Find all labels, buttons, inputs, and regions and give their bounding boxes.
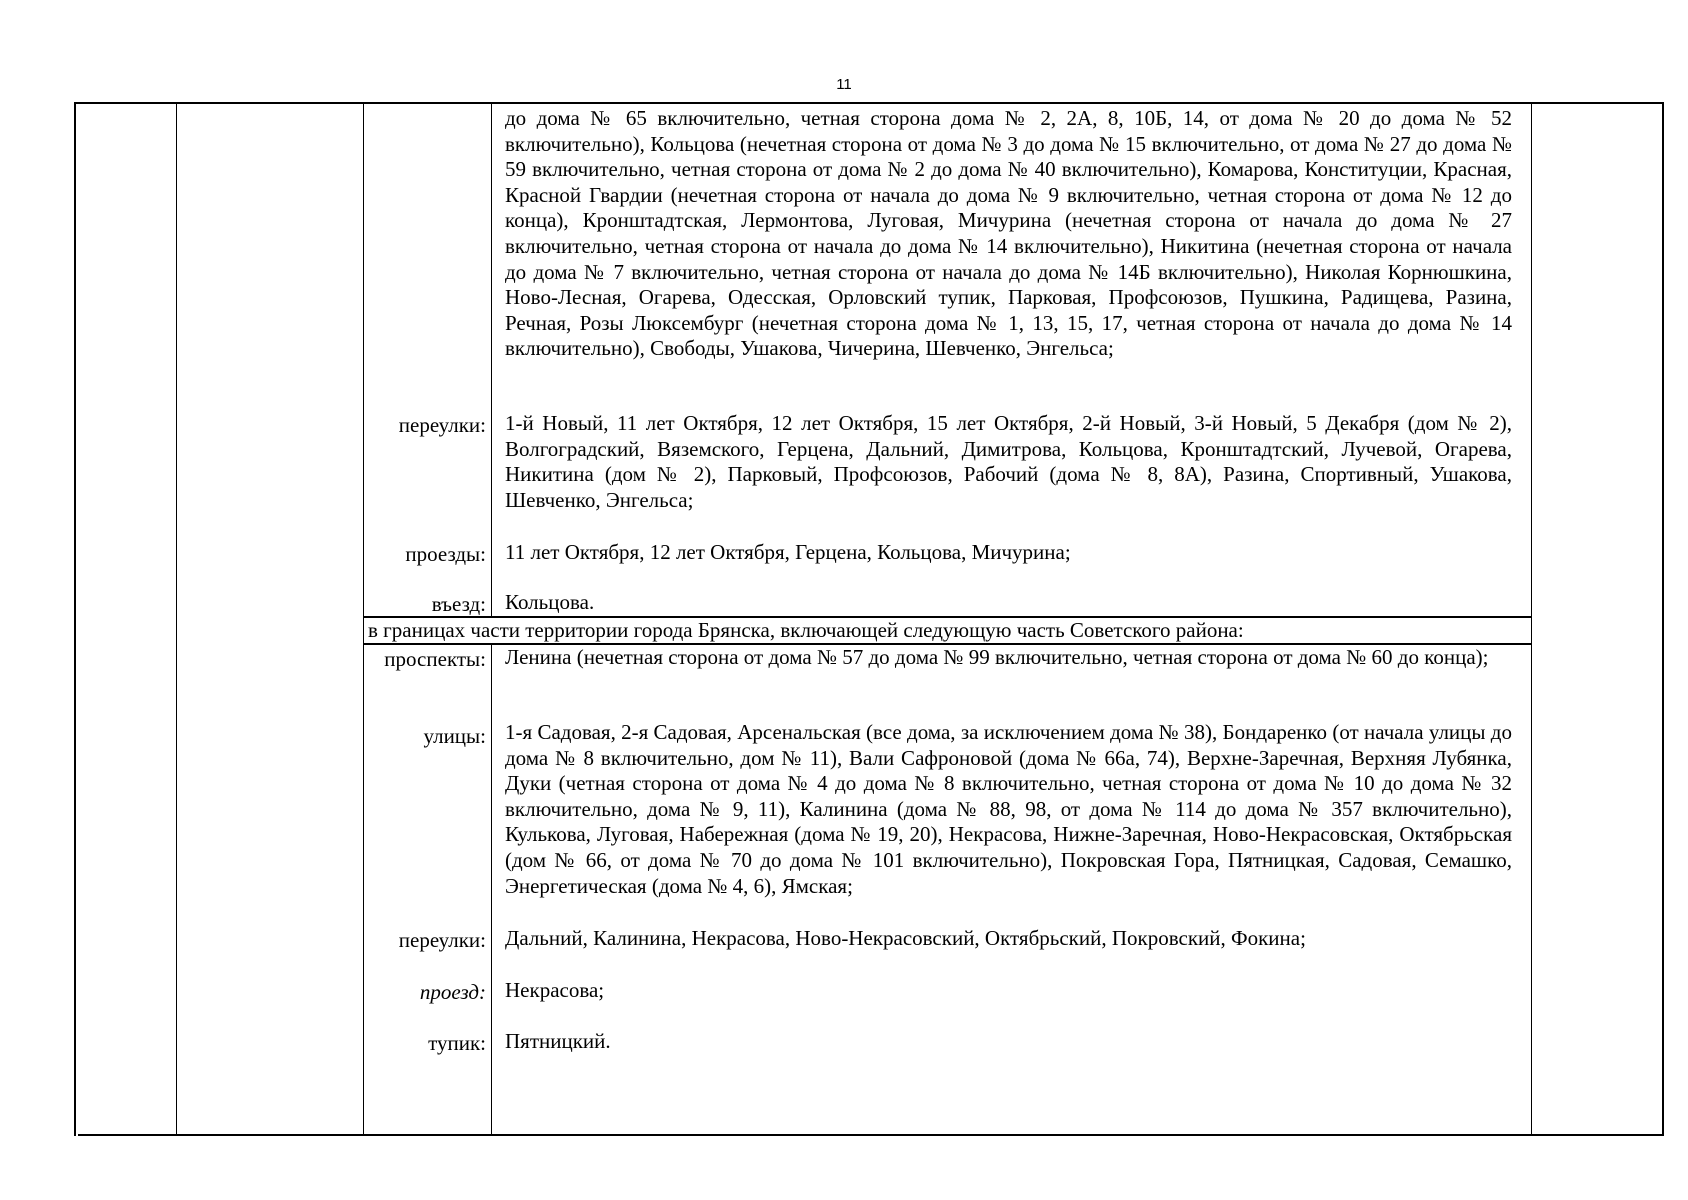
deadend-label: тупик: (428, 1031, 486, 1055)
column-divider-3 (491, 102, 492, 616)
column-divider-4 (1531, 102, 1532, 1136)
streets-label: улицы: (423, 724, 486, 748)
passage-label: проезд: (419, 980, 486, 1004)
deadend-text: Пятницкий. (505, 1029, 611, 1053)
section-heading: в границах части территории города Брянска, включающей следующую часть Советского района: (368, 618, 1244, 642)
streets-continued-text: до дома № 65 включительно, четная сторона дома № 2, 2А, 8, 10Б, 14, от дома № 20 до дома № 52 включительно), Кольцова (нечетная сторона от дома № 3 до дома № 15 включительно, от дома № 27 до дома № 59 включительно, четная сторона от дома № 2 до дома № 40 включительно), Комарова, Конституции, Красная, Красной Гвардии (нечетная сторона от начала до дома № 9 включительно, четная сторона от дома № 12 до конца), Кронштадтская, Лермонтова, Луговая, Мичурина (нечетная сторона от начала до дома № 27 включительно, четная сторона от начала до дома № 14 включительно), Никитина (нечетная сторона от начала до дома № 7 включительно, четная сторона от начала до дома № 14Б включительно), Николая Корнюшкина, Ново-Лесная, Огарева, Одесская, Орловский тупик, Парковая, Профсоюзов, Пушкина, Радищева, Разина, Речная, Розы Люксембург (нечетная сторона дома № 1, 13, 15, 17, четная сторона от начала до дома № 14 включительно), Свободы, Ушакова, Чичерина, Шевченко, Энгельса; (505, 106, 1512, 361)
lanes-text-2: Дальний, Калинина, Некрасова, Ново-Некрасовский, Октябрьский, Покровский, Фокина; (505, 926, 1306, 950)
passages-text: 11 лет Октября, 12 лет Октября, Герцена, Кольцова, Мичурина; (505, 540, 1071, 564)
avenues-text: Ленина (нечетная сторона от дома № 57 до дома № 99 включительно, четная сторона от дома № 60 до конца); (505, 645, 1489, 669)
table-border-top (74, 102, 1664, 104)
passage-text: Некрасова; (505, 978, 605, 1002)
passages-label: проезды: (405, 542, 486, 566)
column-divider-2 (363, 102, 364, 1136)
column-divider-3-lower (491, 644, 492, 1136)
lanes-text: 1-й Новый, 11 лет Октября, 12 лет Октября, 15 лет Октября, 2-й Новый, 3-й Новый, 5 Декабря (дом № 2), Волгоградский, Вяземского, Герцена, Дальний, Димитрова, Кольцова, Кронштадтский, Лучевой, Огарева, Никитина (дом № 2), Парковый, Профсоюзов, Рабочий (дома № 8, 8А), Разина, Спортивный, Ушакова, Шевченко, Энгельса; (505, 411, 1512, 512)
page-number: 11 (836, 76, 852, 93)
lanes-label-2: переулки: (398, 928, 486, 952)
entry-text: Кольцова. (505, 590, 595, 614)
column-divider-1 (176, 102, 177, 1136)
table-border-right (1662, 102, 1664, 1136)
streets-text: 1-я Садовая, 2-я Садовая, Арсенальская (все дома, за исключением дома № 38), Бондаренко (от начала улицы до дома № 8 включительно, дом № 11), Вали Сафроновой (дома № 66а, 74), Верхне-Заречная, Верхняя Лубянка, Дуки (четная сторона от дома № 4 до дома № 8 включительно, четная сторона от дома № 10 до дома № 32 включительно, дома № 9, 11), Калинина (дома № 88, 98, от дома № 114 до дома № 357 включительно), Кулькова, Луговая, Набережная (дома № 19, 20), Некрасова, Нижне-Заречная, Ново-Некрасовская, Октябрьская (дом № 66, от дома № 70 до дома № 101 включительно), Покровская Гора, Пятницкая, Садовая, Семашко, Энергетическая (дома № 4, 6), Ямская; (505, 720, 1512, 898)
lanes-label: переулки: (398, 413, 486, 437)
entry-label: въезд: (431, 592, 486, 616)
table-border-left (74, 102, 76, 1136)
table-border-bottom (78, 1134, 1664, 1136)
avenues-label: проспекты: (384, 647, 486, 671)
